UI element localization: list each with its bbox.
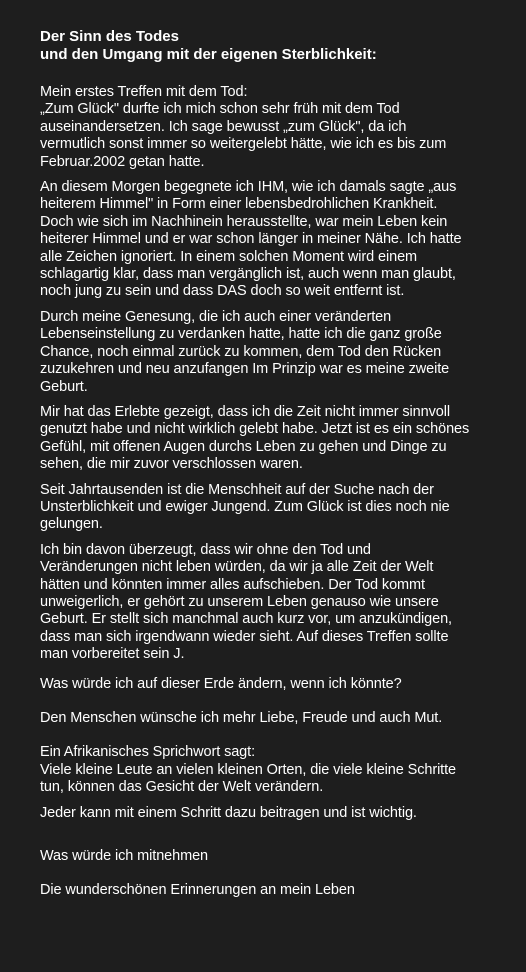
title-line-2: und den Umgang mit der eigenen Sterblichkeit: (40, 46, 377, 63)
paragraph-first-encounter: Mein erstes Treffen mit dem Tod: „Zum Glück" durfte ich mich schon sehr früh mit dem Tod auseinandersetzen. Ich sage bewusst „zum Glück", da ich vermutlich sonst immer so weitergelebt hätte, wie ich es bis zum Februar.2002 getan hatte. (40, 84, 447, 170)
title-line-1: Der Sinn des Todes (40, 28, 179, 45)
paragraph-immortality: Seit Jahrtausenden ist die Menschheit auf der Suche nach der Unsterblichkeit und ewiger Jungend. Zum Glück ist dies noch nie gelungen. (40, 481, 450, 533)
document-title (40, 28, 526, 64)
closing-statement: Jeder kann mit einem Schritt dazu beitragen und ist wichtig. (40, 804, 417, 821)
proverb: Ein Afrikanisches Sprichwort sagt: Viele kleine Leute an vielen kleinen Orten, die viele kleine Schritte tun, können das Gesicht der Welt verändern. (40, 744, 457, 796)
question-change: Was würde ich auf dieser Erde ändern, wenn ich könnte? (40, 675, 402, 692)
paragraph-conviction: Ich bin davon überzeugt, dass wir ohne den Tod und Veränderungen nicht leben würden, da wir ja alle Zeit der Welt hätten und könnten immer alles aufschieben. Der Tod kommt unweigerlich, er gehört zu unserem Leben genauso wie unsere Geburt. Er stellt sich manchmal auch kurz vor, um anzukündigen, dass man sich irgendwann wieder sieht. Auf dieses Treffen sollte man vorbereitet sein J. (40, 541, 452, 663)
paragraph-morning: An diesem Morgen begegnete ich IHM, wie ich damals sagte „aus heiterem Himmel" in Form einer lebensbedrohlichen Krankheit. Doch wie sich im Nachhinein herausstellte, war mein Leben kein heiterer Himmel und er war schon länger in meiner Nähe. Ich hatte alle Zeichen ignoriert. In einem solchen Moment wird einem schlagartig klar, dass man vergänglich ist, auch wenn man glaubt, noch jung zu sein und dass DAS doch so weit entfernt ist. (40, 179, 462, 300)
paragraph-lesson: Mir hat das Erlebte gezeigt, dass ich die Zeit nicht immer sinnvoll genutzt habe und nicht wirklich gelebt habe. Jetzt ist es ein schönes Gefühl, mit offenen Augen durchs Leben zu gehen und Dinge zu sehen, die mir zuvor verschlossen waren. (40, 403, 470, 473)
answer-change: Den Menschen wünsche ich mehr Liebe, Freude und auch Mut. (40, 710, 443, 726)
answer-take-along: Die wunderschönen Erinnerungen an mein Leben (40, 882, 355, 899)
document-body (40, 28, 526, 908)
question-take-along: Was würde ich mitnehmen (40, 848, 209, 865)
paragraph-recovery: Durch meine Genesung, die ich auch einer veränderten Lebenseinstellung zu verdanken hatte, hatte ich die ganz große Chance, noch einmal zurück zu kommen, dem Tod den Rücken zuzukehren und neu anzufangen Im Prinzip war es meine zweite Geburt. (40, 308, 450, 395)
